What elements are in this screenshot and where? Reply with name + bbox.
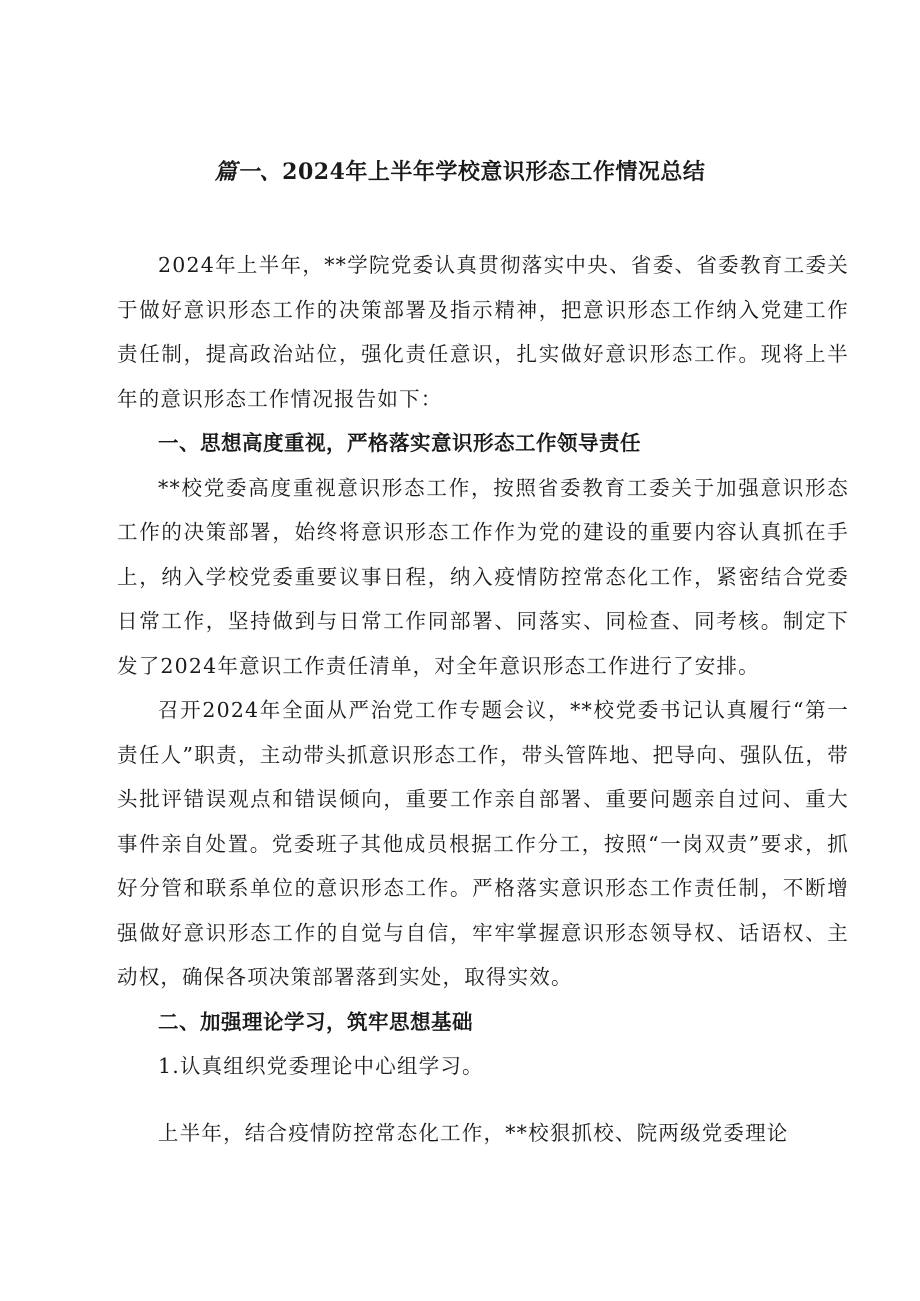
intro-paragraph: 2024年上半年，**学院党委认真贯彻落实中央、省委、省委教育工委关于做好意识形态工作的决策部署及指示精神，把意识形态工作纳入党建工作责任制，提高政治站位，强化责任意识，扎实做好意识形态工作。现将上半年的意识形态工作情况报告如下： [117,253,849,411]
title-prefix: 篇一、 [214,159,283,185]
section-heading-2: 二、加强理论学习，筑牢思想基础 [158,1009,473,1034]
document-body [117,243,849,1155]
section-2-paragraph-1: 上半年，结合疫情防控常态化工作，**校狠抓校、院两级党委理论 [158,1120,789,1145]
paragraph-spacer [117,1089,849,1111]
document-title [0,156,920,188]
section-1-paragraph-1: **校党委高度重视意识形态工作，按照省委教育工委关于加强意识形态工作的决策部署，始终将意识形态工作作为党的建设的重要内容认真抓在手上，纳入学校党委重要议事日程，纳入疫情防控常态化工作，紧密结合党委日常工作，坚持做到与日常工作同部署、同落实、同检查、同考核。制定下发了2024年意识工作责任清单，对全年意识形态工作进行了安排。 [117,475,849,678]
title-main: 2024年上半年学校意识形态工作情况总结 [282,159,706,185]
section-heading-1: 一、思想高度重视，严格落实意识形态工作领导责任 [158,431,641,455]
section-1-paragraph-2: 召开2024年全面从严治党工作专题会议，**校党委书记认真履行“第一责任人”职责，主动带头抓意识形态工作，带头管阵地、把导向、强队伍，带头批评错误观点和错误倾向，重要工作亲自部署、重要问题亲自过问、重大事件亲自处置。党委班子其他成员根据工作分工，按照“一岗双责”要求，抓好分管和联系单位的意识形态工作。严格落实意识形态工作责任制，不断增强做好意识形态工作的自觉与自信，牢牢掌握意识形态领导权、话语权、主动权，确保各项决策部署落到实处，取得实效。 [117,698,849,989]
numbered-item-1: 1.认真组织党委理论中心组学习。 [158,1054,484,1078]
